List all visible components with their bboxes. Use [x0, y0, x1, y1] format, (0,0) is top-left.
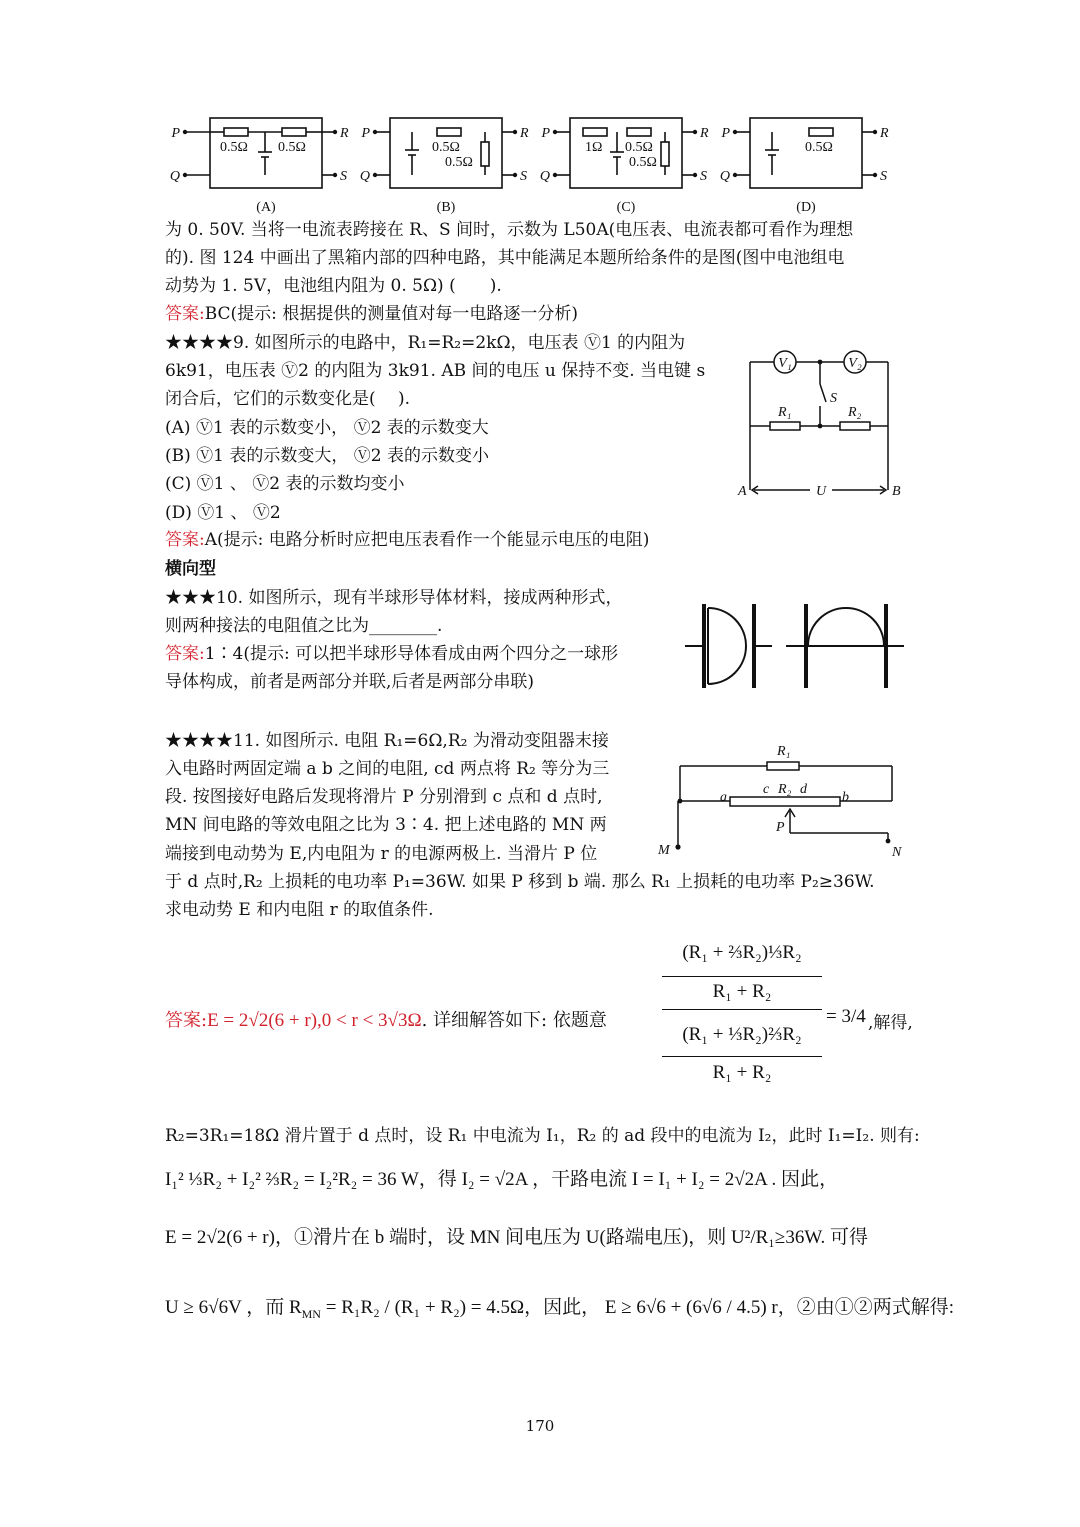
fig124-label-q: Q — [169, 169, 180, 184]
page-number: 170 — [525, 1417, 555, 1435]
q11-line-4: MN 间电路的等效电阻之比为 3∶4. 把上述电路的 MN 两 — [165, 815, 607, 835]
switch-label: S — [830, 391, 837, 406]
q9-answer — [165, 526, 649, 554]
fig124-caption-c: (C) — [616, 200, 636, 215]
r2-label: R₂ — [848, 405, 862, 420]
solve-text: ,解得, — [868, 1013, 913, 1033]
fig124-caption-d: (D) — [796, 200, 816, 215]
answer-tail: . 详细解答如下: 依题意 — [421, 1010, 607, 1031]
answer-text: A(提示: 电路分析时应把电压表看作一个能显示电压的电阻) — [204, 530, 650, 550]
solution-4-subscript: MN — [301, 1306, 321, 1321]
fraction-ratio: = 3/4 — [826, 1006, 866, 1027]
fig124-caption-b: (B) — [436, 200, 456, 215]
solution-4-part-c: = R₁R₂ / (R₁ + R₂) = 4.5Ω，因此， E ≥ 6√6 + (6√6 / 4.5) r，②由①②两式解得: — [320, 1297, 955, 1318]
q11-fig-r1: R₁ — [777, 744, 791, 759]
r1-label: R₁ — [778, 405, 792, 420]
section-heading: 横向型 — [165, 559, 216, 579]
q8-answer — [165, 300, 578, 328]
fig124-label-s: S — [340, 169, 347, 184]
figure-124-circuits — [169, 110, 905, 218]
q9-option-b: (B) Ⓥ1 表的示数变大， Ⓥ2 表的示数变小 — [165, 446, 490, 466]
answer-text: BC(提示: 根据提供的测量值对每一电路逐一分析) — [204, 304, 578, 324]
q11-line-7: 求电动势 E 和内电阻 r 的取值条件. — [165, 900, 434, 920]
fig124-resistor-label: 0.5Ω — [220, 140, 248, 155]
v1-label: V₁ — [778, 356, 792, 371]
q11-solution-2: I₁² ⅓R₂ + I₂² ⅔R₂ = I₂²R₂ = 36 W，得 I₂ = √2A ，干路电流 I = I₁ + I₂ = 2√2A . 因此， — [165, 1169, 839, 1190]
fig124-label-r: R — [880, 126, 889, 141]
terminal-b-label: B — [892, 484, 901, 499]
fig124-resistor-label: 0.5Ω — [625, 140, 653, 155]
fraction-top-numerator: (R₁ + ⅔R₂)⅓R₂ — [682, 942, 802, 963]
fraction-top-denominator: R₁ + R₂ — [662, 976, 822, 1009]
fig124-resistor-label: 1Ω — [585, 140, 603, 155]
fig124-label-p: P — [361, 126, 370, 141]
q9-line-3: 闭合后，它们的示数变化是( ). — [165, 389, 411, 409]
answer-text: 1∶4(提示: 可以把半球形导体看成由两个四分之一球形 — [204, 644, 619, 664]
q10-line-2: 则两种接法的电阻值之比为________. — [165, 616, 443, 636]
fig124-resistor-label: 0.5Ω — [432, 140, 460, 155]
q11-solution-4 — [165, 1292, 954, 1322]
q8-line-3: 动势为 1. 5V，电池组内阻为 0. 5Ω) ( ). — [165, 276, 502, 296]
fig124-caption-a: (A) — [256, 200, 276, 215]
fig124-label-r: R — [340, 126, 349, 141]
q11-line-5: 端接到电动势为 E,内电阻为 r 的电源两极上. 当滑片 P 位 — [165, 844, 598, 864]
fig124-label-s: S — [520, 169, 527, 184]
fig124-label-p: P — [541, 126, 550, 141]
fig124-label-p: P — [171, 126, 180, 141]
q11-fig-a: a — [720, 790, 727, 805]
q9-line-1: ★★★★9. 如图所示的电路中，R₁=R₂=2kΩ，电压表 Ⓥ1 的内阻为 — [165, 333, 686, 353]
q9-circuit-figure — [730, 340, 910, 505]
q9-option-c: (C) Ⓥ1 、 Ⓥ2 表的示数均变小 — [165, 474, 405, 494]
answer-label: 答案: — [165, 304, 205, 324]
fig124-label-s: S — [880, 169, 887, 184]
q11-line-3: 段. 按图接好电路后发现将滑片 P 分别滑到 c 点和 d 点时, — [165, 787, 603, 807]
q10-line-1: ★★★10. 如图所示，现有半球形导体材料，接成两种形式， — [165, 588, 623, 608]
q10-hemisphere-figure — [680, 598, 908, 694]
q11-line-2: 入电路时两固定端 a b 之间的电阻, cd 两点将 R₂ 等分为三 — [165, 759, 610, 779]
q11-compound-fraction — [662, 930, 822, 1089]
fig124-label-p: P — [721, 126, 730, 141]
q11-fig-b: b — [842, 790, 849, 805]
q8-line-2: 的). 图 124 中画出了黑箱内部的四种电路，其中能满足本题所给条件的是图(图中电池组电 — [165, 248, 845, 268]
q9-line-2: 6k91，电压表 Ⓥ2 的内阻为 3k91. AB 间的电压 u 保持不变. 当电键 s — [165, 361, 706, 381]
q9-option-d: (D) Ⓥ1 、 Ⓥ2 — [165, 503, 281, 523]
q11-fig-d: d — [800, 782, 807, 797]
answer-label: 答案: — [165, 1010, 208, 1031]
q11-solution-3: E = 2√2(6 + r)，①滑片在 b 端时，设 MN 间电压为 U(路端电压)，则 U²/R₁≥36W. 可得 — [165, 1227, 869, 1248]
fig124-resistor-label: 0.5Ω — [278, 140, 306, 155]
q11-circuit-figure — [650, 735, 910, 860]
fig124-label-q: Q — [719, 169, 730, 184]
q11-fig-p: P — [776, 820, 785, 835]
q11-line-6: 于 d 点时,R₂ 上损耗的电功率 P₁=36W. 如果 P 移到 b 端. 那么 R₁ 上损耗的电功率 P₂≥36W. — [165, 872, 875, 892]
fraction-bottom-denominator: R₁ + R₂ — [662, 1056, 822, 1089]
q11-fig-n: N — [892, 845, 902, 860]
q10-answer — [165, 640, 618, 668]
q11-line-1: ★★★★11. 如图所示. 电阻 R₁=6Ω,R₂ 为滑动变阻器末接 — [165, 731, 609, 751]
fig124-label-q: Q — [359, 169, 370, 184]
q11-fig-r2: R₂ — [778, 782, 792, 797]
fraction-bottom-numerator: (R₁ + ⅓R₂)⅔R₂ — [662, 1009, 822, 1056]
voltage-u-label: U — [815, 484, 827, 499]
q11-answer — [165, 1006, 607, 1032]
fig124-resistor-label: 0.5Ω — [805, 140, 833, 155]
q8-line-1: 为 0. 50V. 当将一电流表跨接在 R、S 间时，示数为 L50A(电压表、电流表都可看作为理想 — [165, 220, 854, 240]
fig124-resistor-label: 0.5Ω — [629, 155, 657, 170]
fig124-label-q: Q — [539, 169, 550, 184]
q10-answer-line-2: 导体构成，前者是两部分并联,后者是两部分串联) — [165, 672, 535, 692]
q11-fig-c: c — [763, 782, 770, 797]
fig124-resistor-label: 0.5Ω — [445, 155, 473, 170]
q11-fig-m: M — [658, 843, 670, 858]
q9-option-a: (A) Ⓥ1 表的示数变小， Ⓥ2 表的示数变大 — [165, 418, 489, 438]
solution-4-part-a: U ≥ 6√6V ，而 R — [165, 1297, 302, 1318]
answer-label: 答案: — [165, 644, 205, 664]
fig124-label-r: R — [700, 126, 709, 141]
v2-label: V₂ — [848, 356, 862, 371]
answer-formula: E = 2√2(6 + r),0 < r < 3√3Ω — [207, 1010, 422, 1031]
answer-label: 答案: — [165, 530, 205, 550]
fig124-label-r: R — [520, 126, 529, 141]
terminal-a-label: A — [738, 484, 747, 499]
q11-solution-1: R₂=3R₁=18Ω 滑片置于 d 点时，设 R₁ 中电流为 I₁，R₂ 的 ad 段中的电流为 I₂，此时 I₁=I₂. 则有: — [165, 1126, 920, 1146]
fig124-label-s: S — [700, 169, 707, 184]
